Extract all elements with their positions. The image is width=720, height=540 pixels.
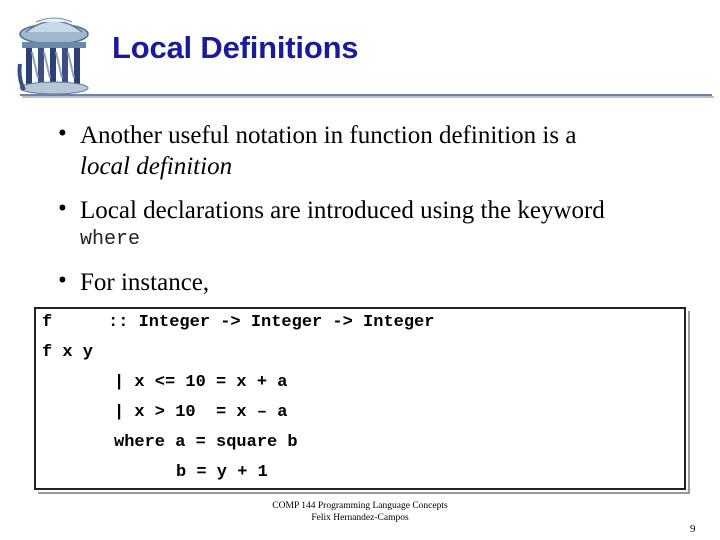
- bullet-marker: •: [58, 195, 67, 222]
- code-example-box: [34, 307, 686, 490]
- keyword-where: where: [80, 228, 141, 251]
- page-number: 9: [690, 523, 696, 535]
- footer-course: COMP 144 Programming Language Concepts: [272, 501, 448, 511]
- code-function-head: f x y: [42, 343, 94, 362]
- title-divider: [20, 94, 712, 97]
- bullet-2-line-1: Local declarations are introduced using the keyword: [80, 197, 605, 224]
- code-guard-1: | x <= 10 = x + a: [114, 373, 288, 392]
- bullet-3-line-1: For instance,: [80, 269, 210, 296]
- code-function-name: f: [42, 313, 53, 332]
- code-where-binding: b = y + 1: [176, 463, 268, 482]
- bullet-marker: •: [58, 120, 67, 147]
- bullet-1-line-2: local definition: [80, 153, 233, 180]
- bullet-marker: •: [58, 267, 67, 294]
- slide-footer: [220, 500, 500, 524]
- university-logo: [16, 12, 92, 98]
- code-type-signature: :: Integer -> Integer -> Integer: [108, 313, 435, 332]
- code-guard-2: | x > 10 = x – a: [114, 403, 288, 422]
- old-well-icon: [16, 12, 92, 98]
- code-where-clause: where a = square b: [114, 433, 298, 452]
- bullet-1-line-1: Another useful notation in function definition is a: [80, 122, 577, 149]
- slide-title: Local Definitions: [112, 30, 359, 65]
- footer-author: Felix Hernandez-Campos: [311, 513, 409, 523]
